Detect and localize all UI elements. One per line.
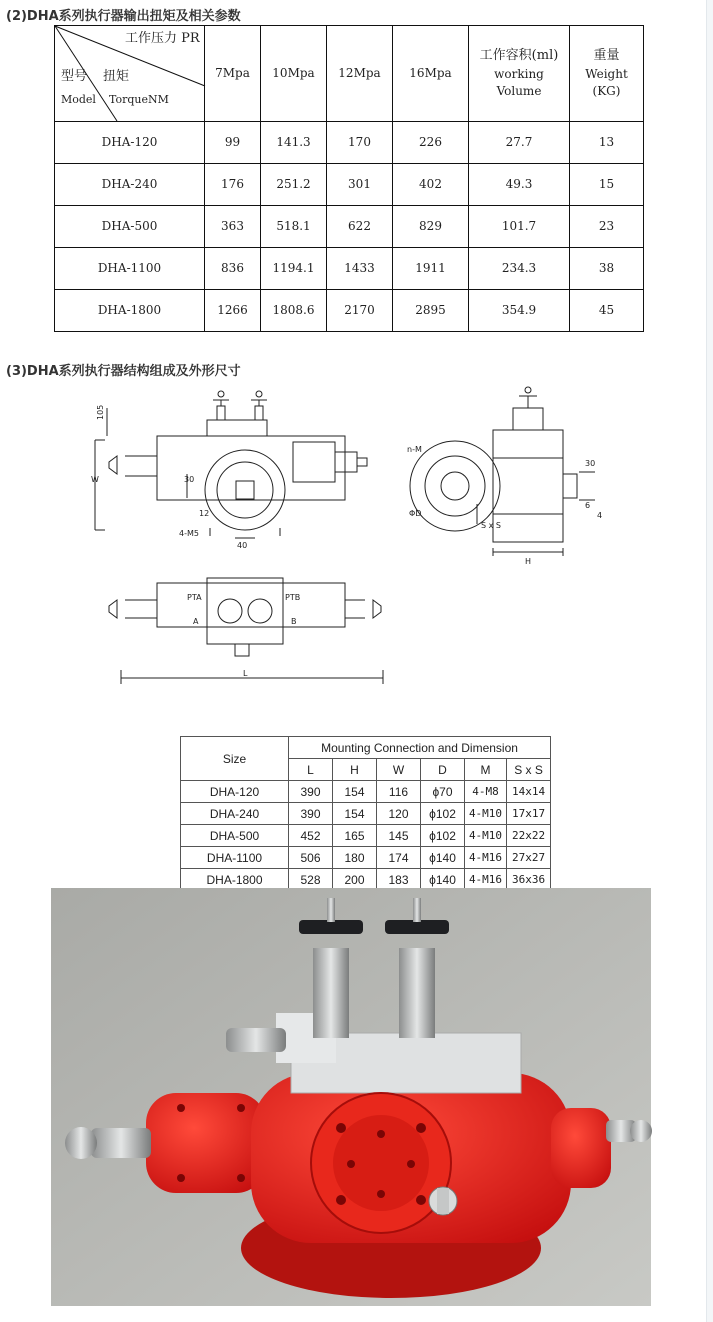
torque-header-cn: 扭矩 xyxy=(103,69,130,84)
pressure-7: 7Mpa xyxy=(205,26,261,122)
pressure-10: 10Mpa xyxy=(261,26,327,122)
actuator-photo xyxy=(51,888,651,1306)
pressure-16: 16Mpa xyxy=(393,26,469,122)
dimension-header-row xyxy=(181,737,551,759)
table-row: DHA-120 99 141.3 170 226 27.7 13 xyxy=(55,122,644,164)
label-b: B xyxy=(291,617,297,626)
actuator-drawing xyxy=(91,378,615,698)
table-row: DHA-500 452 165 145 ϕ102 4-M10 22x22 xyxy=(181,825,551,847)
side-view xyxy=(410,387,595,556)
label-ptb: PTB xyxy=(285,593,301,602)
pressure-header: 工作压力 PR xyxy=(125,31,200,46)
dim-30b: 30 xyxy=(585,459,596,468)
table-row: DHA-1800 1266 1808.6 2170 2895 354.9 45 xyxy=(55,290,644,332)
dim-105: 105 xyxy=(96,404,105,420)
dim-40: 40 xyxy=(237,541,248,550)
dim-l: L xyxy=(243,669,248,678)
dim-sxs: S x S xyxy=(481,521,501,530)
group-header: Mounting Connection and Dimension xyxy=(289,737,551,759)
table-row: DHA-1800 528 200 183 ϕ140 4-M16 36x36 xyxy=(181,869,551,891)
size-header: Size xyxy=(181,737,289,781)
table-row: DHA-500 363 518.1 622 829 101.7 23 xyxy=(55,206,644,248)
dim-30a: 30 xyxy=(184,475,195,484)
label-pta: PTA xyxy=(187,593,202,602)
weight-header: 重量 Weight (KG) xyxy=(570,26,644,122)
dim-12: 12 xyxy=(199,509,210,518)
dimension-columns-row: L H W D M S x S xyxy=(181,759,551,781)
diagonal-header-cell xyxy=(55,26,205,122)
table-row: DHA-1100 836 1194.1 1433 1911 234.3 38 xyxy=(55,248,644,290)
pressure-12: 12Mpa xyxy=(327,26,393,122)
volume-header: 工作容积(ml) working Volume xyxy=(469,26,570,122)
model-header-en: Model xyxy=(61,93,96,106)
dim-nm: n-M xyxy=(407,445,422,454)
dim-6: 6 xyxy=(585,501,591,510)
dimension-table xyxy=(180,736,551,891)
dim-4m5: 4-M5 xyxy=(179,529,199,538)
table-row: DHA-240 390 154 120 ϕ102 4-M10 17x17 xyxy=(181,803,551,825)
front-view xyxy=(95,391,367,538)
model-header-cn: 型号 xyxy=(61,69,88,84)
torque-table xyxy=(54,25,644,332)
page-scrollbar-track[interactable] xyxy=(706,0,713,1322)
table-row: DHA-1100 506 180 174 ϕ140 4-M16 27x27 xyxy=(181,847,551,869)
dim-phid: ΦD xyxy=(409,509,422,518)
section-2-title: (2)DHA系列执行器输出扭矩及相关参数 xyxy=(6,9,241,24)
section-3-title: (3)DHA系列执行器结构组成及外形尺寸 xyxy=(6,364,241,379)
table-row: DHA-240 176 251.2 301 402 49.3 15 xyxy=(55,164,644,206)
dim-4: 4 xyxy=(597,511,603,520)
table-row: DHA-120 390 154 116 ϕ70 4-M8 14x14 xyxy=(181,781,551,803)
label-a: A xyxy=(193,617,199,626)
dim-h: H xyxy=(525,557,532,566)
dim-w: W xyxy=(91,475,99,484)
torque-header-en: TorqueNM xyxy=(109,93,169,106)
torque-table-header-row xyxy=(55,26,644,122)
